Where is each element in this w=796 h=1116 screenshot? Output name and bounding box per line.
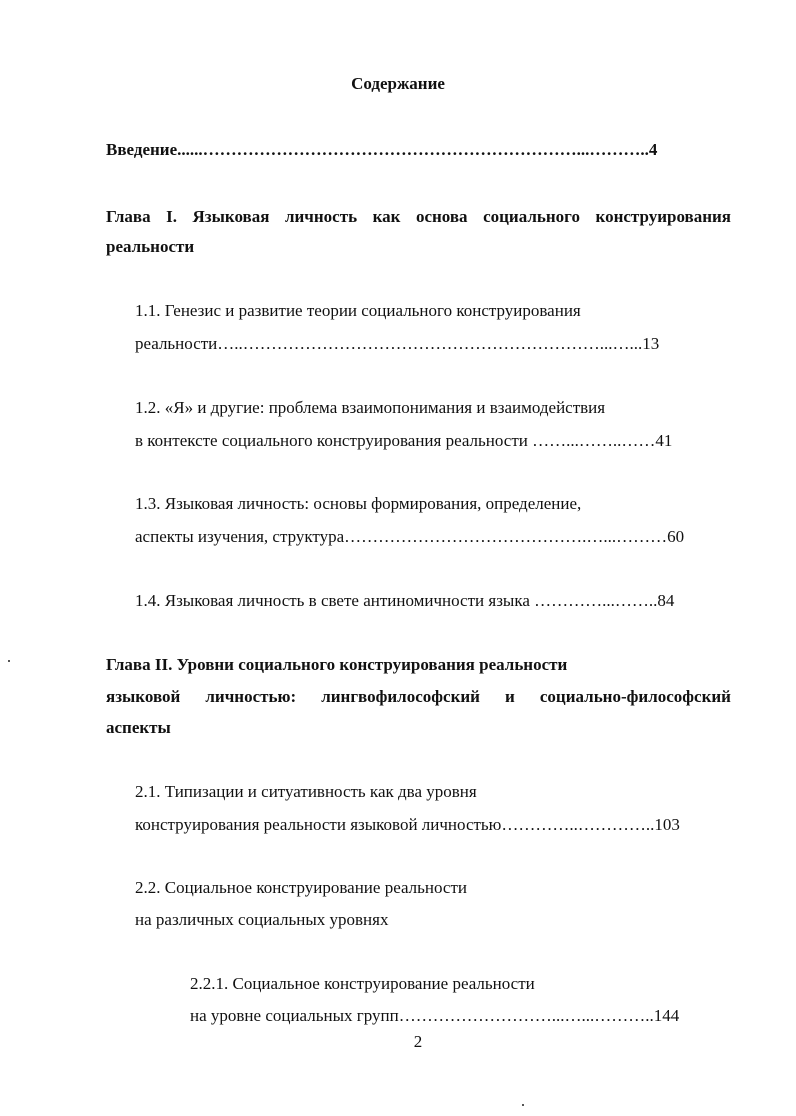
toc-chapter-1-heading-line2: реальности: [106, 237, 195, 256]
word: лингвофилософский: [321, 687, 480, 706]
toc-entry-1-3-line2: аспекты изучения, структура…………………………………….…...………60: [135, 527, 685, 546]
word: основа: [415, 207, 468, 226]
toc-chapter-2-heading-line1: Глава II. Уровни социального конструирования реальности: [106, 655, 568, 674]
word: Языковая: [192, 207, 270, 226]
word: социально-философский: [539, 687, 731, 706]
toc-entry-2-1-line1: 2.1. Типизации и ситуативность как два уровня: [135, 782, 477, 801]
toc-entry-1-1-line1: 1.1. Генезис и развитие теории социального конструирования: [135, 301, 581, 320]
word: языковой: [106, 687, 181, 706]
word: социального: [483, 207, 580, 226]
toc-entry-2-1-line2: конструирования реальности языковой личностью…………..…………..103: [135, 815, 680, 834]
toc-entry-1-2-line1: 1.2. «Я» и другие: проблема взаимопонимания и взаимодействия: [135, 398, 606, 417]
page-number: 2: [413, 1032, 423, 1051]
word: личность: [284, 207, 358, 226]
toc-chapter-2-heading-line2: [106, 686, 731, 708]
word: и: [505, 687, 515, 706]
toc-entry-1-2-line2: в контексте социального конструирования реальности ……...……..……41: [135, 431, 673, 450]
toc-chapter-2-heading-line3: аспекты: [106, 718, 171, 737]
toc-entry-2-2-1-line2: на уровне социальных групп………………………...…...………..144: [190, 1006, 680, 1025]
toc-entry-introduction: Введение......…………………………………………………………...………..4: [106, 140, 658, 159]
toc-chapter-1-heading-line1: [106, 206, 731, 228]
toc-entry-2-2-1-line1: 2.2.1. Социальное конструирование реальности: [190, 974, 535, 993]
word: как: [372, 207, 401, 226]
toc-entry-1-3-line1: 1.3. Языковая личность: основы формирования, определение,: [135, 494, 582, 513]
toc-entry-1-1-line2: реальности…..………………………………………………………...…...13: [135, 334, 660, 353]
word: I.: [166, 207, 178, 226]
page-title: Содержание: [351, 74, 445, 93]
toc-entry-1-4: 1.4. Языковая личность в свете антиномичности языка …………...……..84: [135, 591, 675, 610]
toc-entry-2-2-line2: на различных социальных уровнях: [135, 910, 389, 929]
toc-entry-2-2-line1: 2.2. Социальное конструирование реальности: [135, 878, 467, 897]
word: личностью:: [205, 687, 297, 706]
word: Глава: [106, 207, 151, 226]
scan-speck: [8, 660, 10, 662]
scan-speck: [522, 1104, 524, 1106]
word: конструирования: [595, 207, 731, 226]
